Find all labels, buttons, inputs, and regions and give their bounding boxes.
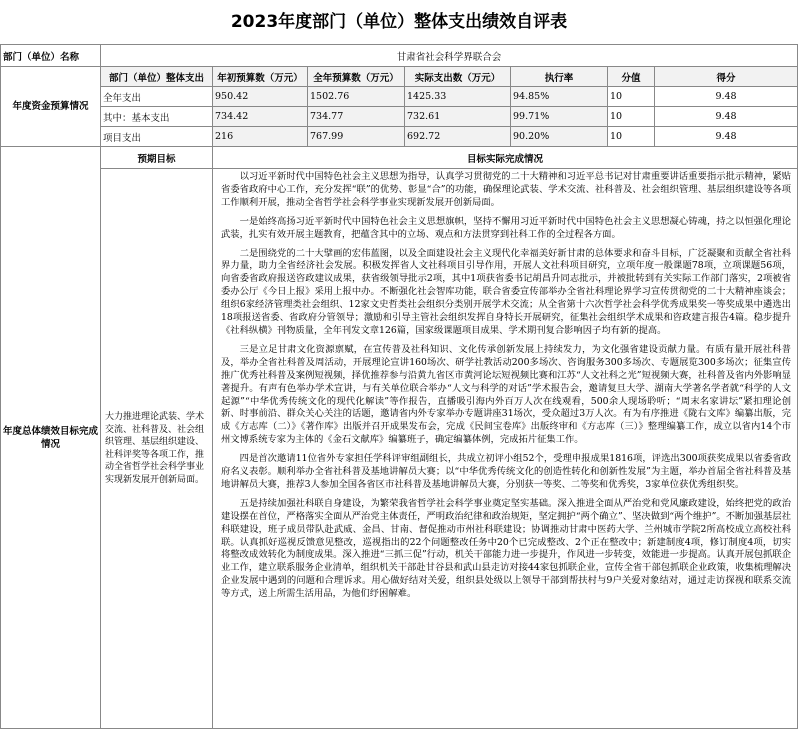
completion-paragraph: 四是首次邀请11位省外专家担任学科评审组副组长，共成立初评小组52个，受理申报成果1816项，评选出300项获奖成果以省委省政府名义表彰。顺利举办全省社科普及基地讲解员大赛；以“中华优秀传统文化的创造性转化和创新性发展”为主题，举办首届全省社科普及基地讲解员大赛，推荐3人参加全国各省区市社科普及基地讲解员大赛，分别获一等奖、二等奖和优秀奖，3家单位获优秀组织奖。 (221, 453, 792, 490)
dept-name-value: 甘肃省社会科学界联合会 (101, 45, 798, 67)
budget-row (1, 87, 798, 107)
budget-got: 9.48 (655, 87, 798, 107)
budget-annual: 734.77 (308, 107, 405, 127)
budget-col-header: 分值 (608, 67, 655, 87)
actual-completion-header: 目标实际完成情况 (213, 147, 798, 169)
expected-goal-header: 预期目标 (101, 147, 213, 169)
budget-header-row (1, 67, 798, 87)
dept-row (1, 45, 798, 67)
completion-paragraph: 五是持续加强社科联自身建设，为繁荣我省哲学社会科学事业奠定坚实基础。深入推进全面从严治党和党风廉政建设，始终把党的政治建设摆在首位，严格落实全面从严治党主体责任，严明政治纪律和政治规矩，坚定拥护“两个确立”、坚决做到“两个维护”。不断加强基层社科联建设，班子成员带队赴武威、金昌、甘南、督促推动市州社科联建设；协调推动甘肃中医药大学、兰州城市学院2所高校成立高校社科联。认真抓好巡视反馈意见整改，巡视指出的22个问题整改任务中20个已完成整改、2个正在整改中；新建制度4项，修订制度4项，切实将整改成效转化为制度成果。深入推进“三抓三促”行动，机关干部能力进一步提升，作风进一步转变，效能进一步提高。认真开展包抓联企业工作，建立联系服务企业清单，组织机关干部赴甘谷县和武山县走访对接44家包抓联企业，宣传全省干部包抓联企业政策，收集梳理解决企业发展中遇到的问题和合理诉求。用心做好结对关爱，组织县处级以上领导干部到帮扶村与9户关爱对象结对，通过走访探视和联系交流等方式，送上所需生活用品，为他们纾困解难。 (221, 497, 792, 600)
budget-score: 10 (608, 127, 655, 147)
budget-actual: 692.72 (405, 127, 511, 147)
dept-name-label: 部门（单位）名称 (1, 45, 101, 67)
budget-score: 10 (608, 107, 655, 127)
evaluation-table (0, 44, 798, 729)
budget-annual: 1502.76 (308, 87, 405, 107)
expected-goal-text: 大力推进理论武装、学术交流、社科普及、社会组织管理、基层组织建设、社科评奖等各项工作，推动全省哲学社会科学事业实现新发展开创新局面。 (101, 169, 213, 729)
budget-rate: 94.85% (511, 87, 608, 107)
budget-initial: 216 (213, 127, 308, 147)
completion-paragraph: 三是立足甘肃文化资源禀赋，在宣传普及社科知识、文化传承创新发展上持续发力，为文化强省建设贡献力量。有质有量开展社科普及，举办全省社科普及周活动，开展理论宣讲160场次、研学社教活动200多场次、咨询服务300多场次、专题展览300多场次；征集宣传推广优秀社科普及案例短视频，择优推荐参与沿黄九省区市黄河论坛短视频比赛和江苏“人文社科之光”短视频大赛，社科普及省内外影响显著提升。有声有色举办学术宣讲，与有关单位联合举办“人文与科学的对话”学术报告会，邀请复旦大学、湖南大学著名学者就“科学的人文起源”“中华优秀传统文化的现代化解读”等作报告，直播吸引海内外百万人次在线观看，500余人现场聆听；“周末名家讲坛”紧扣理论创新、时事前沿、群众关心关注的话题，邀请省内外专家举办专题讲座31场次，受众超过3万人次。有为有序推进《陇右文库》编纂出版，完成《方志库（二）》《著作库》出版并召开成果发布会，完成《民间宝卷库》出版终审和《方志库（三）》整理编纂工作，成立以省内14个市州文博系统专家为主体的《金石文献库》编纂班子，确定编纂体例，完成拓片征集工作。 (221, 343, 792, 446)
budget-row-name: 全年支出 (101, 87, 213, 107)
goals-header-row (1, 147, 798, 169)
completion-paragraph: 一是始终高扬习近平新时代中国特色社会主义思想旗帜，坚持不懈用习近平新时代中国特色社会主义思想凝心铸魂，持之以恒强化理论武装，扎实有效开展主题教育，把蕴含其中的立场、观点和方法贯穿到社科工作的全过程各方面。 (221, 215, 792, 240)
page-title: 2023年度部门（单位）整体支出绩效自评表 (230, 12, 568, 32)
budget-col-header: 部门（单位）整体支出 (101, 67, 213, 87)
budget-col-header: 实际支出数（万元） (405, 67, 511, 87)
budget-annual: 767.99 (308, 127, 405, 147)
budget-rate: 99.71% (511, 107, 608, 127)
budget-row-name: 其中：基本支出 (101, 107, 213, 127)
budget-col-header: 执行率 (511, 67, 608, 87)
budget-col-header: 得分 (655, 67, 798, 87)
budget-rate: 90.20% (511, 127, 608, 147)
budget-section-label: 年度资金预算情况 (1, 67, 101, 147)
completion-paragraph: 二是围绕党的二十大擘画的宏伟蓝图，以及全面建设社会主义现代化幸福美好新甘肃的总体要求和奋斗目标，广泛凝聚和贡献全省社科界力量，助力全省经济社会发展。积极发挥省人文社科项目引导作用，开展人文社科项目研究，立项年度一般课题78项，立项课题56项，向省委省政府报送咨政建议成果，获省级领导批示2项，其中1项获省委书记胡昌升同志批示，并被批转到有关实际工作部门落实，2项被省委办公厅《今日上报》采用上报中办。不断强化社会智库功能，联合省委宣传部举办全省社科理论界学习宣传贯彻党的二十大精神座谈会；组织6家经济管理类社会组织、12家文史哲类社会组织分类别开展学术交流；从全省第十六次哲学社会科学优秀成果奖一等奖成果中遴选出18项报送省委、省政府分管领导；激励和引导主管社会组织发挥自身特长开展研究，征集社会组织学术成果和咨政建言报告4篇。稳步提升《社科纵横》刊物质量，全年刊发文章126篇，国家级课题项目成果、学术期刊复合影响因子均有新的提高。 (221, 247, 792, 336)
budget-score: 10 (608, 87, 655, 107)
budget-actual: 1425.33 (405, 87, 511, 107)
budget-col-header: 全年预算数（万元） (308, 67, 405, 87)
budget-actual: 732.61 (405, 107, 511, 127)
completion-paragraph: 以习近平新时代中国特色社会主义思想为指导，认真学习贯彻党的二十大精神和习近平总书记对甘肃重要讲话重要指示批示精神，紧贴省委省政府中心工作，充分发挥“联”的优势、彰显“合”的功能，确保理论武装、学术交流、社科普及、社会组织管理、基层组织建设等各项工作顺利开展，推动全省哲学社会科学事业实现新发展开创新局面。 (221, 171, 792, 208)
budget-col-header: 年初预算数（万元） (213, 67, 308, 87)
budget-row-name: 项目支出 (101, 127, 213, 147)
budget-initial: 734.42 (213, 107, 308, 127)
budget-row (1, 107, 798, 127)
goals-section-label: 年度总体绩效目标完成情况 (1, 147, 101, 729)
goals-content-row (1, 169, 798, 729)
budget-got: 9.48 (655, 127, 798, 147)
budget-row (1, 127, 798, 147)
budget-got: 9.48 (655, 107, 798, 127)
budget-initial: 950.42 (213, 87, 308, 107)
completion-text (213, 169, 798, 729)
